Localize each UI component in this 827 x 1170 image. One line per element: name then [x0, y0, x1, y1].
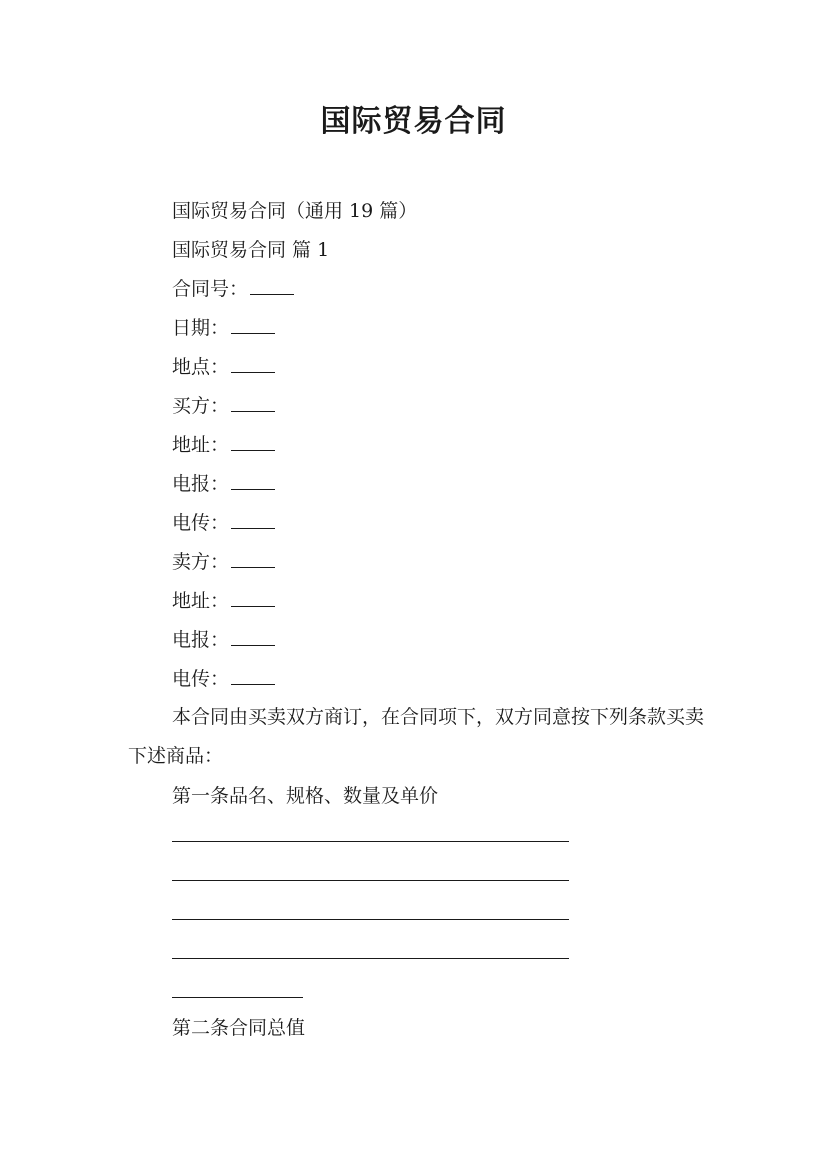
field-label: 地址：: [172, 434, 230, 456]
fill-rule: [172, 997, 303, 998]
blank-line: [250, 276, 294, 295]
field-seller-telegram: [172, 627, 275, 653]
document-title: 国际贸易合同: [320, 104, 507, 139]
blank-line: [231, 471, 275, 490]
field-buyer-telex: [172, 510, 275, 536]
fill-rule: [172, 841, 569, 842]
field-label: 卖方：: [172, 551, 230, 573]
field-label: 地点：: [172, 356, 230, 378]
field-label: 日期：: [172, 317, 230, 339]
field-buyer: [172, 393, 275, 419]
field-place: [172, 354, 275, 380]
blank-line: [231, 627, 275, 646]
section-heading: 国际贸易合同 篇 1: [172, 239, 330, 261]
blank-line: [231, 588, 275, 607]
fill-rule: [172, 919, 569, 920]
fill-rule: [172, 880, 569, 881]
document-subtitle: 国际贸易合同（通用 19 篇）: [172, 200, 418, 222]
field-seller-address: [172, 588, 275, 614]
field-label: 电传：: [172, 668, 230, 690]
blank-line: [231, 549, 275, 568]
field-seller: [172, 549, 275, 575]
field-label: 合同号：: [172, 278, 249, 300]
fill-rule: [172, 958, 569, 959]
field-label: 电报：: [172, 473, 230, 495]
intro-paragraph: 本合同由买卖双方商订，在合同项下，双方同意按下列条款买卖下述商品：: [128, 706, 705, 767]
field-label: 电报：: [172, 629, 230, 651]
field-label: 买方：: [172, 395, 230, 417]
field-seller-telex: [172, 666, 275, 692]
clause-1-heading: 第一条品名、规格、数量及单价: [172, 785, 439, 807]
field-label: 地址：: [172, 590, 230, 612]
blank-line: [231, 354, 275, 373]
field-date: [172, 315, 275, 341]
field-buyer-address: [172, 432, 275, 458]
clause-2-heading: 第二条合同总值: [172, 1017, 306, 1039]
field-label: 电传：: [172, 512, 230, 534]
field-contract-number: [172, 276, 294, 302]
blank-line: [231, 393, 275, 412]
field-buyer-telegram: [172, 471, 275, 497]
blank-line: [231, 666, 275, 685]
blank-line: [231, 510, 275, 529]
blank-line: [231, 315, 275, 334]
blank-line: [231, 432, 275, 451]
